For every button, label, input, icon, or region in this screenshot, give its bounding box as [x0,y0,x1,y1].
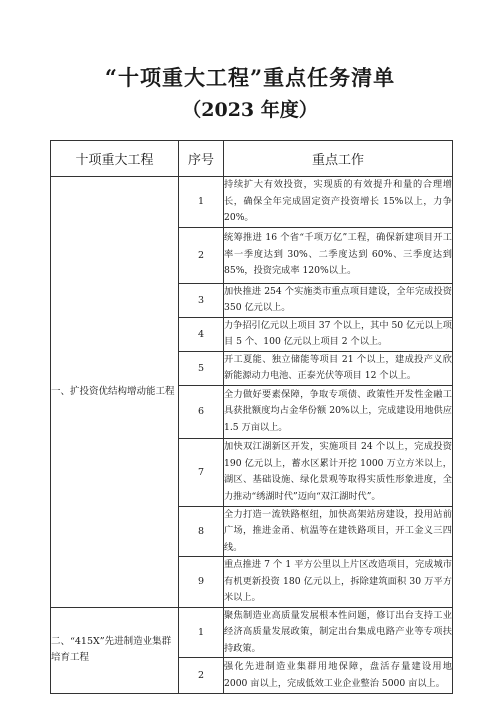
table-row [51,177,453,228]
work-cell: 加快推进 254 个实施类市重点项目建设，全年完成投资 350 亿元以上。 [224,283,453,317]
row-number: 7 [179,438,224,506]
row-number: 3 [179,283,224,317]
row-number: 1 [179,177,224,228]
row-number: 5 [179,351,224,385]
category-cell: 一、扩投资优结构增动能工程 [51,177,179,608]
header-number: 序号 [179,141,224,177]
work-cell: 力争招引亿元以上项目 37 个以上，其中 50 亿元以上项目 5 个、100 亿元以上项目 2 个以上。 [224,317,453,351]
document-subtitle: （2023 年度） [182,99,318,121]
row-number: 9 [179,557,224,608]
work-cell: 开工夏能、独立储能等项目 21 个以上，建成投产义欣新能源动力电池、正泰光伏等项目 12 个以上。 [224,351,453,385]
row-number: 8 [179,506,224,557]
table-row [51,607,453,658]
task-table [50,140,453,694]
header-work: 重点工作 [224,141,453,177]
work-cell: 全力打造一流铁路枢纽，加快高架站房建设，投用站前广场，推进金甬、杭温等在建铁路项目，开工金义三四线。 [224,506,453,557]
row-number: 2 [179,658,224,694]
header-project: 十项重大工程 [51,141,179,177]
work-cell: 聚焦制造业高质量发展根本性问题，修订出台支持工业经济高质量发展政策，制定出台集成电路产业等专项扶持政策。 [224,607,453,658]
work-cell: 统筹推进 16 个省“千项万亿”工程，确保新建项目开工率一季度达到 30%、二季度达到 60%、三季度达到 85%，投资完成率 120%以上。 [224,227,453,283]
row-number: 4 [179,317,224,351]
work-cell: 持续扩大有效投资，实现质的有效提升和量的合理增长，确保全年完成固定资产投资增长 15%以上，力争 20%。 [224,177,453,228]
row-number: 1 [179,607,224,658]
work-cell: 加快双江湖新区开发，实施项目 24 个以上，完成投资 190 亿元以上，蓄水区累计开挖 1000 万立方米以上，湖区、基础设施、绿化景观等取得实质性形象进度，全力推动“绣湖时代”迈向“双江湖时代”。 [224,438,453,506]
work-cell: 全力做好要素保障，争取专项债、政策性开发性金融工具获批额度均占金华份额 20%以上，完成建设用地供应 1.5 万亩以上。 [224,385,453,438]
row-number: 2 [179,227,224,283]
work-cell: 强化先进制造业集群用地保障，盘活存量建设用地 2000 亩以上，完成低效工业企业整治 5000 亩以上。 [224,658,453,694]
category-cell: 二、“415X”先进制造业集群培育工程 [51,607,179,694]
document-title: “十项重大工程”重点任务清单 [104,65,396,90]
row-number: 6 [179,385,224,438]
table-header-row [51,141,453,177]
work-cell: 重点推进 7 个 1 平方公里以上片区改造项目，完成城市有机更新投资 180 亿元以上，拆除建筑面积 30 万平方米以上。 [224,557,453,608]
